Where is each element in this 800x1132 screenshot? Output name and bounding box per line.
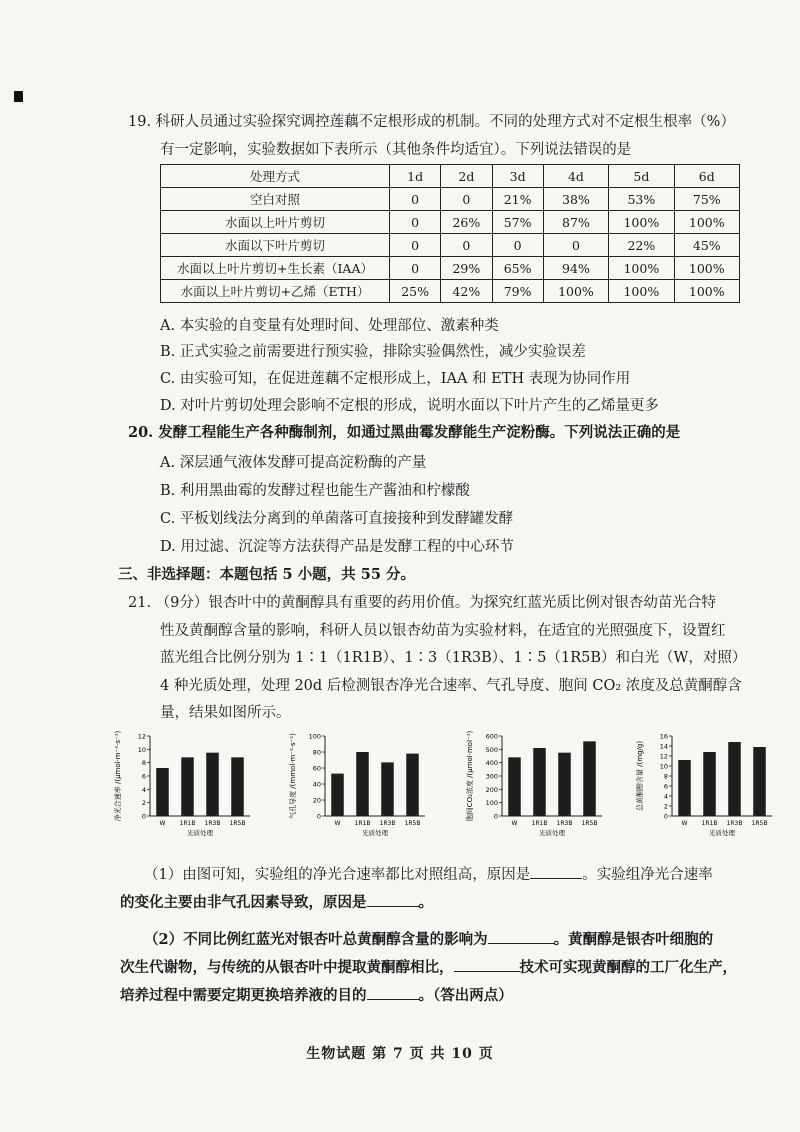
answer-blank-5[interactable] [367, 985, 419, 1000]
table-cell: 100% [609, 257, 674, 280]
y-tick-label: 60 [312, 764, 321, 773]
table-cell: 100% [543, 280, 608, 303]
table-cell: 0 [441, 188, 492, 211]
table-cell: 94% [543, 257, 608, 280]
table-header: 2d [441, 165, 492, 188]
table-cell: 水面以下叶片剪切 [161, 234, 390, 257]
y-tick-label: 300 [485, 772, 498, 781]
table-cell: 26% [441, 211, 492, 234]
y-axis-label: 净光合速率 /(μmol·m⁻²·s⁻¹) [114, 730, 122, 822]
x-tick-label: 1R1B [354, 820, 371, 827]
x-tick-label: 1R1B [701, 820, 718, 827]
answer-blank-2[interactable] [367, 892, 419, 907]
answer-blank-3[interactable] [488, 929, 554, 944]
q21-stem-line1: 21. （9分）银杏叶中的黄酮醇具有重要的药用价值。为探究红蓝光质比例对银杏幼苗光合特 [128, 595, 716, 611]
y-tick-label: 4 [141, 785, 146, 794]
bar [583, 741, 596, 816]
table-cell: 0 [441, 234, 492, 257]
table-cell: 0 [390, 211, 441, 234]
q21-sub2-text-b: 。黄酮醇是银杏叶细胞的 [553, 931, 714, 948]
y-tick-label: 8 [663, 772, 668, 781]
y-tick-label: 6 [663, 782, 668, 791]
x-tick-label: 1R5B [751, 820, 768, 827]
q21-sub1-text-d: 。 [418, 894, 433, 911]
y-tick-label: 600 [485, 732, 498, 741]
q21-sub1-text-b: 。实验组净光合速率 [582, 867, 713, 883]
table-cell: 0 [543, 234, 608, 257]
q21-sub2-text-a: （2）不同比例红蓝光对银杏叶总黄酮醇含量的影响为 [144, 931, 488, 948]
q19-stem-line2: 有一定影响，实验数据如下表所示（其他条件均适宜）。下列说法错误的是 [160, 142, 632, 158]
table-cell: 水面以上叶片剪切 [161, 211, 390, 234]
table-header: 6d [674, 165, 739, 188]
q19-stem-line1: 19. 科研人员通过实验探究调控莲藕不定根形成的机制。不同的处理方式对不定根生根率（%） [128, 114, 735, 130]
bar [533, 748, 546, 816]
table-cell: 57% [492, 211, 543, 234]
q20-option-d: D. 用过滤、沉淀等方法获得产品是发酵工程的中心环节 [160, 539, 514, 555]
answer-blank-1[interactable] [530, 864, 582, 879]
bar [156, 768, 169, 816]
bar [728, 742, 741, 816]
chart-total-flavonol [632, 728, 782, 838]
y-tick-label: 200 [485, 785, 498, 794]
q20-option-b: B. 利用黑曲霉的发酵过程也能生产酱油和柠檬酸 [160, 483, 470, 499]
table-cell: 0 [390, 257, 441, 280]
y-tick-label: 400 [485, 759, 498, 768]
chart-stomatal-conductance [285, 728, 435, 838]
bar [703, 752, 716, 816]
section-3-heading: 三、非选择题：本题包括 5 小题，共 55 分。 [118, 566, 415, 583]
x-tick-label: 1R5B [404, 820, 421, 827]
x-tick-label: 1R1B [531, 820, 548, 827]
y-tick-label: 40 [312, 780, 321, 789]
table-row [161, 257, 740, 280]
table-cell: 100% [674, 280, 739, 303]
page-footer: 生物试题 第 7 页 共 10 页 [306, 1046, 494, 1062]
table-cell: 45% [674, 234, 739, 257]
q21-sub1-line2 [120, 892, 433, 913]
y-tick-label: 10 [137, 745, 146, 754]
y-tick-label: 100 [485, 799, 498, 808]
table-cell: 水面以上叶片剪切+生长素（IAA） [161, 257, 390, 280]
answer-blank-4[interactable] [454, 957, 520, 972]
bar [508, 757, 521, 816]
y-tick-label: 12 [659, 752, 668, 761]
table-row [161, 234, 740, 257]
q21-sub2-text-d: 技术可实现黄酮醇的工厂化生产， [519, 959, 737, 976]
q21-stem-line5: 量，结果如图所示。 [160, 705, 291, 721]
y-tick-label: 4 [663, 792, 668, 801]
y-axis-label: 总黄酮醇含量 /(mg/g) [636, 740, 644, 812]
table-cell: 100% [609, 211, 674, 234]
table-cell: 75% [674, 188, 739, 211]
x-tick-label: W [511, 820, 518, 827]
bar [406, 754, 419, 816]
bar [558, 753, 571, 816]
q21-sub1-text-a: （1）由图可知，实验组的净光合速率都比对照组高，原因是 [144, 867, 531, 883]
q21-sub1-line1 [144, 864, 713, 885]
q21-figure [110, 728, 770, 838]
y-tick-label: 12 [137, 732, 146, 741]
bar [678, 760, 691, 816]
y-tick-label: 0 [493, 812, 498, 821]
bar [331, 774, 344, 816]
chart-intercellular-co2 [462, 728, 612, 838]
bar [231, 757, 244, 816]
chart-net-photosynthesis [110, 728, 260, 838]
y-tick-label: 20 [312, 796, 321, 805]
x-tick-label: 1R3B [379, 820, 396, 827]
table-cell: 38% [543, 188, 608, 211]
table-cell: 0 [390, 234, 441, 257]
x-axis-label: 光质处理 [709, 829, 735, 837]
table-cell: 水面以上叶片剪切+乙烯（ETH） [161, 280, 390, 303]
q20-option-a: A. 深层通气液体发酵可提高淀粉酶的产量 [160, 455, 427, 471]
q20-stem: 20. 发酵工程能生产各种酶制剂，如通过黑曲霉发酵能生产淀粉酶。下列说法正确的是 [128, 424, 681, 441]
x-tick-label: W [334, 820, 341, 827]
x-axis-label: 光质处理 [362, 829, 388, 837]
y-tick-label: 14 [659, 742, 668, 751]
table-header: 处理方式 [161, 165, 390, 188]
table-cell: 22% [609, 234, 674, 257]
y-tick-label: 8 [141, 759, 146, 768]
table-header: 5d [609, 165, 674, 188]
table-cell: 25% [390, 280, 441, 303]
q20-option-c: C. 平板划线法分离到的单菌落可直接接种到发酵罐发酵 [160, 511, 514, 527]
y-tick-label: 16 [659, 732, 668, 741]
y-tick-label: 0 [141, 812, 146, 821]
table-cell: 42% [441, 280, 492, 303]
table-cell: 79% [492, 280, 543, 303]
q21-stem-line2: 性及黄酮醇含量的影响，科研人员以银杏幼苗为实验材料，在适宜的光照强度下，设置红 [160, 623, 726, 639]
q21-stem-line3: 蓝光组合比例分别为 1∶1（1R1B）、1∶3（1R3B）、1∶5（1R5B）和白光（W，对照） [160, 650, 747, 666]
q19-option-b: B. 正式实验之前需要进行预实验，排除实验偶然性，减少实验误差 [160, 344, 586, 360]
x-tick-label: 1R3B [556, 820, 573, 827]
table-cell: 53% [609, 188, 674, 211]
y-tick-label: 6 [141, 772, 146, 781]
x-tick-label: 1R1B [179, 820, 196, 827]
x-tick-label: W [681, 820, 688, 827]
q19-option-d: D. 对叶片剪切处理会影响不定根的形成，说明水面以下叶片产生的乙烯量更多 [160, 398, 659, 414]
table-cell: 100% [674, 257, 739, 280]
q21-stem-line4: 4 种光质处理，处理 20d 后检测银杏净光合速率、气孔导度、胞间 CO₂ 浓度及总黄酮醇含 [160, 678, 742, 694]
table-cell: 0 [492, 234, 543, 257]
q21-sub2-text-e: 培养过程中需要定期更换培养液的目的 [120, 987, 367, 1004]
table-cell: 21% [492, 188, 543, 211]
y-tick-label: 500 [485, 745, 498, 754]
q21-sub2-line1 [144, 929, 713, 950]
table-row [161, 211, 740, 234]
q21-sub1-text-c: 的变化主要由非气孔因素导致，原因是 [120, 894, 367, 911]
x-tick-label: 1R3B [204, 820, 221, 827]
y-tick-label: 100 [308, 732, 321, 741]
table-header: 4d [543, 165, 608, 188]
table-cell: 100% [609, 280, 674, 303]
y-tick-label: 0 [316, 812, 321, 821]
table-cell: 0 [390, 188, 441, 211]
table-cell: 87% [543, 211, 608, 234]
table-cell: 29% [441, 257, 492, 280]
table-row [161, 280, 740, 303]
x-axis-label: 光质处理 [187, 829, 213, 837]
bar [181, 757, 194, 816]
x-tick-label: 1R3B [726, 820, 743, 827]
bar [206, 753, 219, 816]
q21-sub2-line3 [120, 985, 513, 1006]
table-cell: 空白对照 [161, 188, 390, 211]
y-axis-label: 胞间CO₂浓度 /(μmol·mol⁻¹) [466, 730, 474, 822]
table-header-row [161, 165, 740, 188]
x-tick-label: W [159, 820, 166, 827]
bar [381, 762, 394, 816]
table-cell: 100% [674, 211, 739, 234]
x-tick-label: 1R5B [581, 820, 598, 827]
table-header: 1d [390, 165, 441, 188]
q21-sub2-line2 [120, 957, 737, 978]
x-tick-label: 1R5B [229, 820, 246, 827]
y-tick-label: 10 [659, 762, 668, 771]
table-row [161, 188, 740, 211]
y-axis-label: 气孔导度 /(mmol·m⁻²·s⁻¹) [289, 733, 297, 819]
q19-option-a: A. 本实验的自变量有处理时间、处理部位、激素种类 [160, 318, 499, 334]
x-axis-label: 光质处理 [539, 829, 565, 837]
q21-sub2-text-f: 。（答出两点） [418, 987, 513, 1004]
y-tick-label: 2 [141, 799, 146, 808]
table-cell: 65% [492, 257, 543, 280]
y-tick-label: 0 [663, 812, 668, 821]
table-header: 3d [492, 165, 543, 188]
y-tick-label: 2 [663, 802, 668, 811]
q19-data-table [160, 164, 740, 303]
corner-mark [14, 91, 23, 102]
bar [753, 747, 766, 816]
y-tick-label: 80 [312, 748, 321, 757]
bar [356, 752, 369, 816]
q19-option-c: C. 由实验可知，在促进莲藕不定根形成上，IAA 和 ETH 表现为协同作用 [160, 371, 631, 387]
q21-sub2-text-c: 次生代谢物，与传统的从银杏叶中提取黄酮醇相比， [120, 959, 454, 976]
